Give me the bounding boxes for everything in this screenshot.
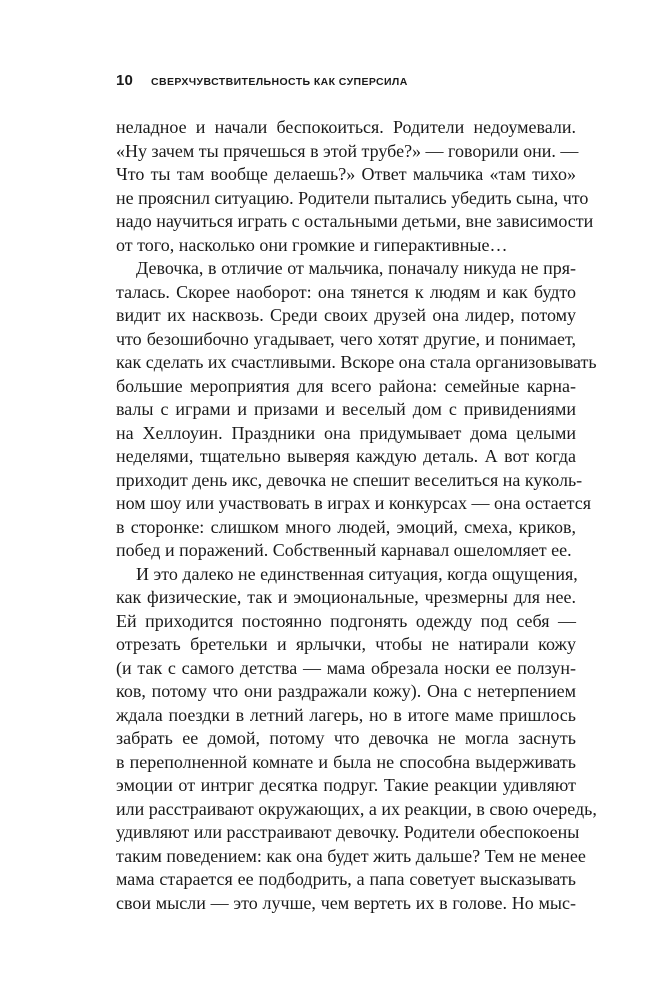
paragraph-3 xyxy=(116,563,597,916)
text-line: забрать ее домой, потому что девочка не могла заснуть xyxy=(116,728,576,748)
text-line: на Хеллоуин. Праздники она придумывает дома целыми xyxy=(116,422,576,443)
text-line: приходит день икс, девочка не спешит веселиться на куколь- xyxy=(116,469,583,490)
text-line: побед и поражений. Собственный карнавал ошеломляет ее. xyxy=(116,540,572,560)
section-title: СВЕРХЧУВСТВИТЕЛЬНОСТЬ КАК СУПЕРСИЛА xyxy=(151,76,408,88)
text-line: неделями, тщательно выверяя каждую деталь. А вот когда xyxy=(116,446,576,466)
text-line: «Ну зачем ты прячешься в этой трубе?» — говорили они. — xyxy=(116,140,579,161)
text-line: видит их насквозь. Среди своих друзей она лидер, потому xyxy=(116,305,576,325)
text-line: талась. Скорее наоборот: она тянется к людям и как будто xyxy=(116,281,576,302)
text-line: или расстраивают окружающих, а их реакции, в свою очередь, xyxy=(116,798,597,819)
text-line: как физические, так и эмоциональные, чрезмерны для нее. xyxy=(116,587,576,607)
text-line: ждала поездки в летний лагерь, но в итоге маме пришлось xyxy=(116,704,576,725)
text-line: ном шоу или участвовать в играх и конкурсах — она остается xyxy=(116,493,592,513)
text-line: Ей приходится постоянно подгонять одежду под себя — xyxy=(116,610,576,631)
text-line: как сделать их счастливыми. Вскоре она стала организовывать xyxy=(116,352,597,372)
text-line: таким поведением: как она будет жить дальше? Тем не менее xyxy=(116,845,586,866)
text-line: ков, потому что они раздражали кожу). Она с нетерпением xyxy=(116,681,576,701)
running-head xyxy=(116,72,576,92)
page-number: 10 xyxy=(116,72,134,89)
text-line: (и так с самого детства — мама обрезала носки ее ползун- xyxy=(116,657,576,678)
text-line: мама старается ее подбодрить, а папа советует высказывать xyxy=(116,869,576,889)
text-line: свои мысли — это лучше, чем вертеть их в голове. Но мыс- xyxy=(116,892,576,913)
text-line: неладное и начали беспокоиться. Родители недоумевали. xyxy=(116,117,576,137)
paragraph-2 xyxy=(116,257,597,563)
text-line: надо научиться играть с остальными детьми, вне зависимости xyxy=(116,211,594,231)
text-line: валы с играми и призами и веселый дом с привидениями xyxy=(116,399,576,419)
text-line: от того, насколько они громкие и гиперактивные… xyxy=(116,234,508,255)
text-line: что безошибочно угадывает, чего хотят другие, и понимает, xyxy=(116,328,576,349)
body-text xyxy=(116,116,597,915)
text-line: большие мероприятия для всего района: семейные карна- xyxy=(116,375,576,396)
text-line: эмоции от интриг десятка подруг. Такие реакции удивляют xyxy=(116,775,576,795)
paragraph-1 xyxy=(116,116,594,257)
text-line: отрезать бретельки и ярлычки, чтобы не натирали кожу xyxy=(116,634,576,654)
text-line: Что ты там вообще делаешь?» Ответ мальчика «там тихо» xyxy=(116,164,576,184)
text-line: И это далеко не единственная ситуация, когда ощущения, xyxy=(136,563,578,584)
text-line: не прояснил ситуацию. Родители пытались убедить сына, что xyxy=(116,187,589,208)
text-line: удивляют или расстраивают девочку. Родители обеспокоены xyxy=(116,822,580,842)
text-line: Девочка, в отличие от мальчика, поначалу никуда не пря- xyxy=(136,258,576,278)
text-line: в переполненной комнате и была не способна выдерживать xyxy=(116,751,576,772)
text-line: в сторонке: слишком много людей, эмоций, смеха, криков, xyxy=(116,516,576,537)
